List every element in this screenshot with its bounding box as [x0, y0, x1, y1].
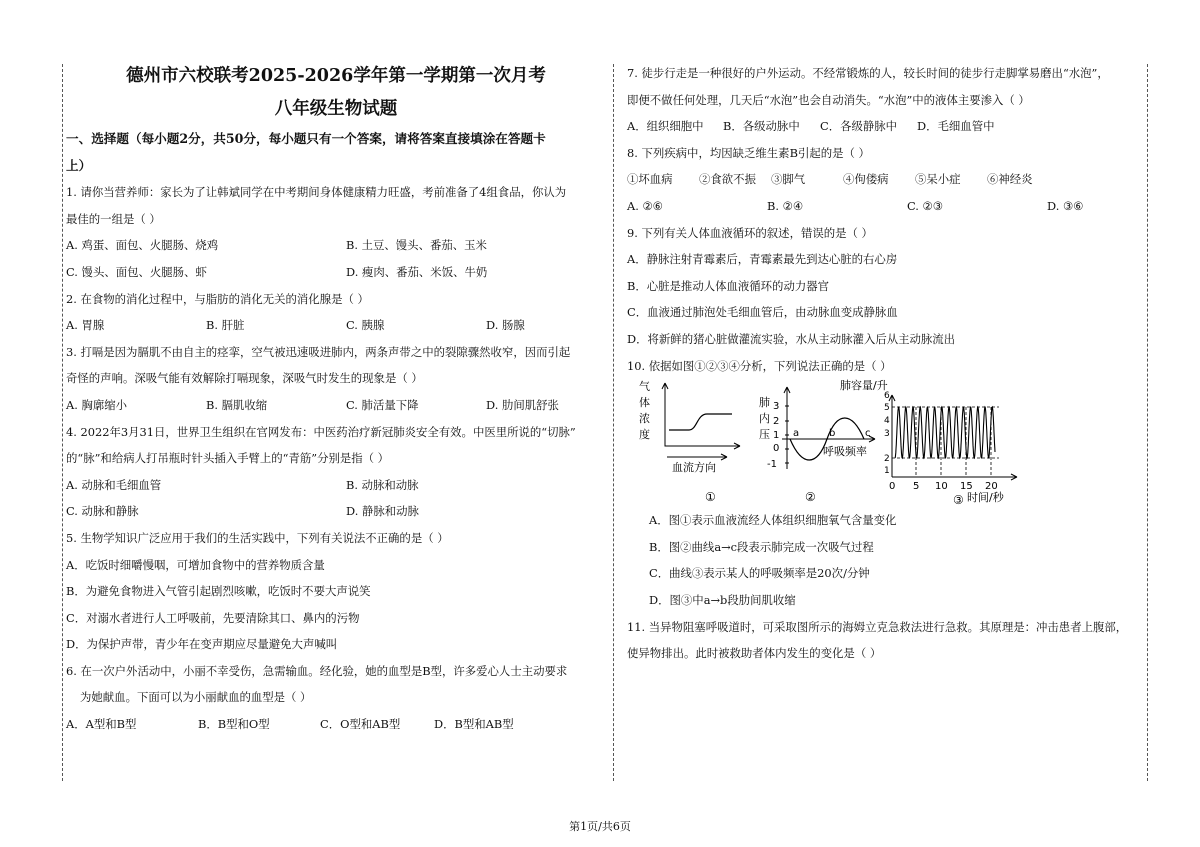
fig2-xlabel: 呼吸频率: [823, 445, 867, 459]
fig3-ytick: 3: [884, 429, 890, 440]
fig2-point-a: a: [793, 428, 800, 440]
q8-option-a[interactable]: A. ②⑥: [627, 198, 663, 213]
q8-item: ①坏血病: [627, 172, 673, 187]
fig1-ylabel-char: 度: [639, 428, 650, 442]
fig3-ytick: 6: [884, 391, 890, 402]
q8-option-b[interactable]: B. ②④: [767, 198, 804, 213]
q8-item: ④佝偻病: [843, 172, 889, 187]
q11-stem-cont: 使异物排出。此时被救助者体内发生的变化是（ ）: [627, 646, 882, 661]
q2-option-d[interactable]: D. 肠腺: [486, 318, 525, 333]
q10-option-b[interactable]: B．图②曲线a→c段表示肺完成一次吸气过程: [649, 539, 874, 554]
q6-stem-cont: 为她献血。下面可以为小丽献血的血型是（ ）: [80, 690, 312, 705]
fig2-number: ②: [805, 490, 816, 505]
q10-option-d[interactable]: D．图③中a→b段肋间肌收缩: [649, 592, 796, 607]
q7-option-c[interactable]: C．各级静脉中: [820, 119, 898, 134]
q2-options: [66, 312, 606, 339]
q7-option-a[interactable]: A．组织细胞中: [627, 119, 704, 134]
fig3-curve: [895, 407, 995, 458]
fig2-tick: 1: [773, 430, 780, 442]
q9-option-d[interactable]: D．将新鲜的猪心脏做灌流实验，水从主动脉灌入后从主动脉流出: [627, 331, 956, 346]
q4-option-b[interactable]: B. 动脉和动脉: [346, 477, 419, 492]
fig1-ylabel-char: 浓: [639, 412, 650, 426]
q7-options: [627, 113, 1147, 140]
left-column: [66, 60, 606, 738]
fig3-number: ③: [953, 493, 964, 508]
section-heading: 一、选择题（每小题2分，共50分，每小题只有一个答案，请将答案直接填涂在答题卡: [66, 131, 546, 146]
q6-option-c[interactable]: C．O型和AB型: [320, 717, 401, 732]
q1-option-b[interactable]: B. 土豆、馒头、番茄、玉米: [346, 238, 487, 253]
fig3-ytick: 5: [884, 403, 890, 414]
q2-option-c[interactable]: C. 胰腺: [346, 318, 385, 333]
fig3-xtick: 15: [960, 481, 973, 493]
right-margin-line: [1147, 64, 1148, 781]
fig3-ylabel: 肺容量/升: [840, 379, 888, 393]
fig1-xlabel: 血流方向: [672, 461, 716, 475]
q6-option-b[interactable]: B．B型和O型: [198, 717, 270, 732]
q5-option-c[interactable]: C．对溺水者进行人工呼吸前，先要清除其口、鼻内的污物: [66, 610, 360, 625]
fig3-ytick: 2: [884, 454, 890, 465]
q6-option-d[interactable]: D．B型和AB型: [434, 717, 514, 732]
q10-figures: [627, 379, 1147, 507]
q8-items: [627, 166, 1147, 193]
fig1-ylabel-char: 气: [639, 380, 650, 394]
q9-option-c[interactable]: C．血液通过肺泡处毛细血管后，由动脉血变成静脉血: [627, 305, 898, 320]
fig2-point-b: b: [829, 428, 836, 440]
q3-option-d[interactable]: D. 肋间肌舒张: [486, 397, 559, 412]
fig3-xlabel: 时间/秒: [967, 491, 1004, 505]
q4-option-a[interactable]: A. 动脉和毛细血管: [66, 477, 162, 492]
fig2-point-c: c: [865, 428, 871, 440]
fig2-tick: 3: [773, 401, 780, 413]
q3-option-c[interactable]: C. 肺活量下降: [346, 397, 419, 412]
q3-option-a[interactable]: A. 胸廓缩小: [66, 397, 128, 412]
q4-options-row1: [66, 472, 606, 499]
fig1-curve: [669, 414, 732, 430]
figure-2: [759, 387, 875, 504]
exam-subtitle: 八年级生物试题: [274, 99, 398, 119]
section-heading-cont: 上）: [66, 157, 92, 173]
page-footer: 第1页/共6页: [569, 820, 631, 833]
q8-item: ⑤呆小症: [915, 172, 961, 187]
q1-options-row1: [66, 232, 606, 259]
q3-options: [66, 392, 606, 419]
fig2-tick: -1: [767, 459, 777, 471]
q5-option-d[interactable]: D．为保护声带，青少年在变声期应尽量避免大声喊叫: [66, 637, 338, 652]
q8-item: ⑥神经炎: [987, 172, 1033, 187]
figure-3: [840, 379, 1017, 507]
q2-stem: 2. 在食物的消化过程中，与脂肪的消化无关的消化腺是（ ）: [66, 291, 369, 306]
q2-option-b[interactable]: B. 肝脏: [206, 318, 245, 333]
q6-stem: 6. 在一次户外活动中，小丽不幸受伤，急需输血。经化验，她的血型是B型，许多爱心人士主动要求: [66, 663, 568, 678]
fig2-ylabel-char: 内: [759, 412, 770, 426]
q4-stem-cont: 的“脉”和给病人打吊瓶时针头插入手臂上的“青筋”分别是指（ ）: [66, 451, 390, 466]
fig1-ylabel-char: 体: [639, 396, 650, 410]
fig2-ylabel-char: 肺: [759, 396, 770, 410]
q7-stem: 7. 徒步行走是一种很好的户外运动。不经常锻炼的人，较长时间的徒步行走脚掌易磨出“水泡”，: [627, 66, 1109, 80]
q8-options: [627, 193, 1147, 220]
fig2-tick: 2: [773, 416, 780, 428]
q1-option-a[interactable]: A. 鸡蛋、面包、火腿肠、烧鸡: [66, 238, 219, 253]
fig3-xtick: 0: [889, 481, 896, 493]
q1-option-d[interactable]: D. 瘦肉、番茄、米饭、牛奶: [346, 264, 488, 279]
q3-option-b[interactable]: B. 膈肌收缩: [206, 397, 268, 412]
q8-item: ②食欲不振: [699, 172, 756, 187]
q9-stem: 9. 下列有关人体血液循环的叙述，错误的是（ ）: [627, 225, 873, 240]
q3-stem: 3. 打嗝是因为膈肌不由自主的痉挛，空气被迅速吸进肺内，两条声带之中的裂隙骤然收窄，因而引起: [66, 344, 571, 359]
q8-item: ③脚气: [771, 172, 806, 187]
q8-option-d[interactable]: D. ③⑥: [1047, 198, 1084, 213]
q10-stem: 10. 依据如图①②③④分析，下列说法正确的是（ ）: [627, 358, 892, 373]
q10-figures-svg: [627, 379, 1027, 507]
q4-stem: 4. 2022年3月31日，世界卫生组织在官网发布：中医药治疗新冠肺炎安全有效。中医里所说的“切脉”: [66, 424, 576, 439]
q7-option-b[interactable]: B．各级动脉中: [723, 119, 800, 134]
fig3-ytick: 1: [884, 466, 890, 477]
q7-option-d[interactable]: D．毛细血管中: [917, 119, 995, 134]
q1-stem-cont: 最佳的一组是（ ）: [66, 211, 161, 226]
q4-options-row2: [66, 498, 606, 525]
q4-option-d[interactable]: D. 静脉和动脉: [346, 504, 419, 519]
q5-option-a[interactable]: A．吃饭时细嚼慢咽，可增加食物中的营养物质含量: [66, 557, 325, 572]
q1-stem: 1. 请你当营养师：家长为了让韩斌同学在中考期间身体健康精力旺盛，考前准备了4组食品，你认为: [66, 185, 567, 200]
figure-1: [639, 379, 740, 504]
q10-option-a[interactable]: A．图①表示血液流经人体组织细胞氧气含量变化: [649, 513, 897, 528]
q1-options-row2: [66, 259, 606, 286]
fig2-ylabel-char: 压: [759, 428, 770, 442]
fig2-tick: 0: [773, 443, 780, 455]
fig3-xtick: 5: [913, 481, 920, 493]
q11-stem: 11. 当异物阻塞呼吸道时，可采取图所示的海姆立克急救法进行急救。其原理是：冲击患者上腹部，: [627, 619, 1128, 634]
q5-stem: 5. 生物学知识广泛应用于我们的生活实践中，下列有关说法不正确的是（ ）: [66, 530, 449, 545]
q4-option-c[interactable]: C. 动脉和静脉: [66, 504, 139, 519]
q6-option-a[interactable]: A．A型和B型: [66, 717, 137, 732]
q3-stem-cont: 奇怪的声响。深吸气能有效解除打嗝现象，深吸气时发生的现象是（ ）: [66, 371, 423, 386]
right-column: [627, 60, 1147, 667]
fig3-xtick: 10: [935, 481, 948, 493]
q6-options: [66, 711, 606, 738]
fig3-xtick: 20: [985, 481, 998, 493]
left-margin-line: [62, 64, 63, 781]
q9-option-a[interactable]: A．静脉注射青霉素后，青霉素最先到达心脏的右心房: [627, 252, 898, 267]
q10-option-c[interactable]: C．曲线③表示某人的呼吸频率是20次/分钟: [649, 566, 870, 581]
fig3-ytick: 4: [884, 416, 890, 427]
center-divider-line: [613, 64, 614, 781]
q2-option-a[interactable]: A. 胃腺: [66, 318, 105, 333]
q1-option-c[interactable]: C. 馒头、面包、火腿肠、虾: [66, 264, 207, 279]
q5-option-b[interactable]: B．为避免食物进入气管引起剧烈咳嗽，吃饭时不要大声说笑: [66, 584, 371, 599]
q9-option-b[interactable]: B．心脏是推动人体血液循环的动力器官: [627, 278, 830, 293]
exam-title: 德州市六校联考2025-2026学年第一学期第一次月考: [126, 66, 546, 86]
q8-option-c[interactable]: C. ②③: [907, 198, 943, 213]
fig1-number: ①: [705, 490, 716, 505]
q7-stem-cont: 即便不做任何处理，几天后“水泡”也会自动消失。“水泡”中的液体主要渗入（ ）: [627, 92, 1030, 107]
q8-stem: 8. 下列疾病中，均因缺乏维生素B引起的是（ ）: [627, 145, 870, 160]
